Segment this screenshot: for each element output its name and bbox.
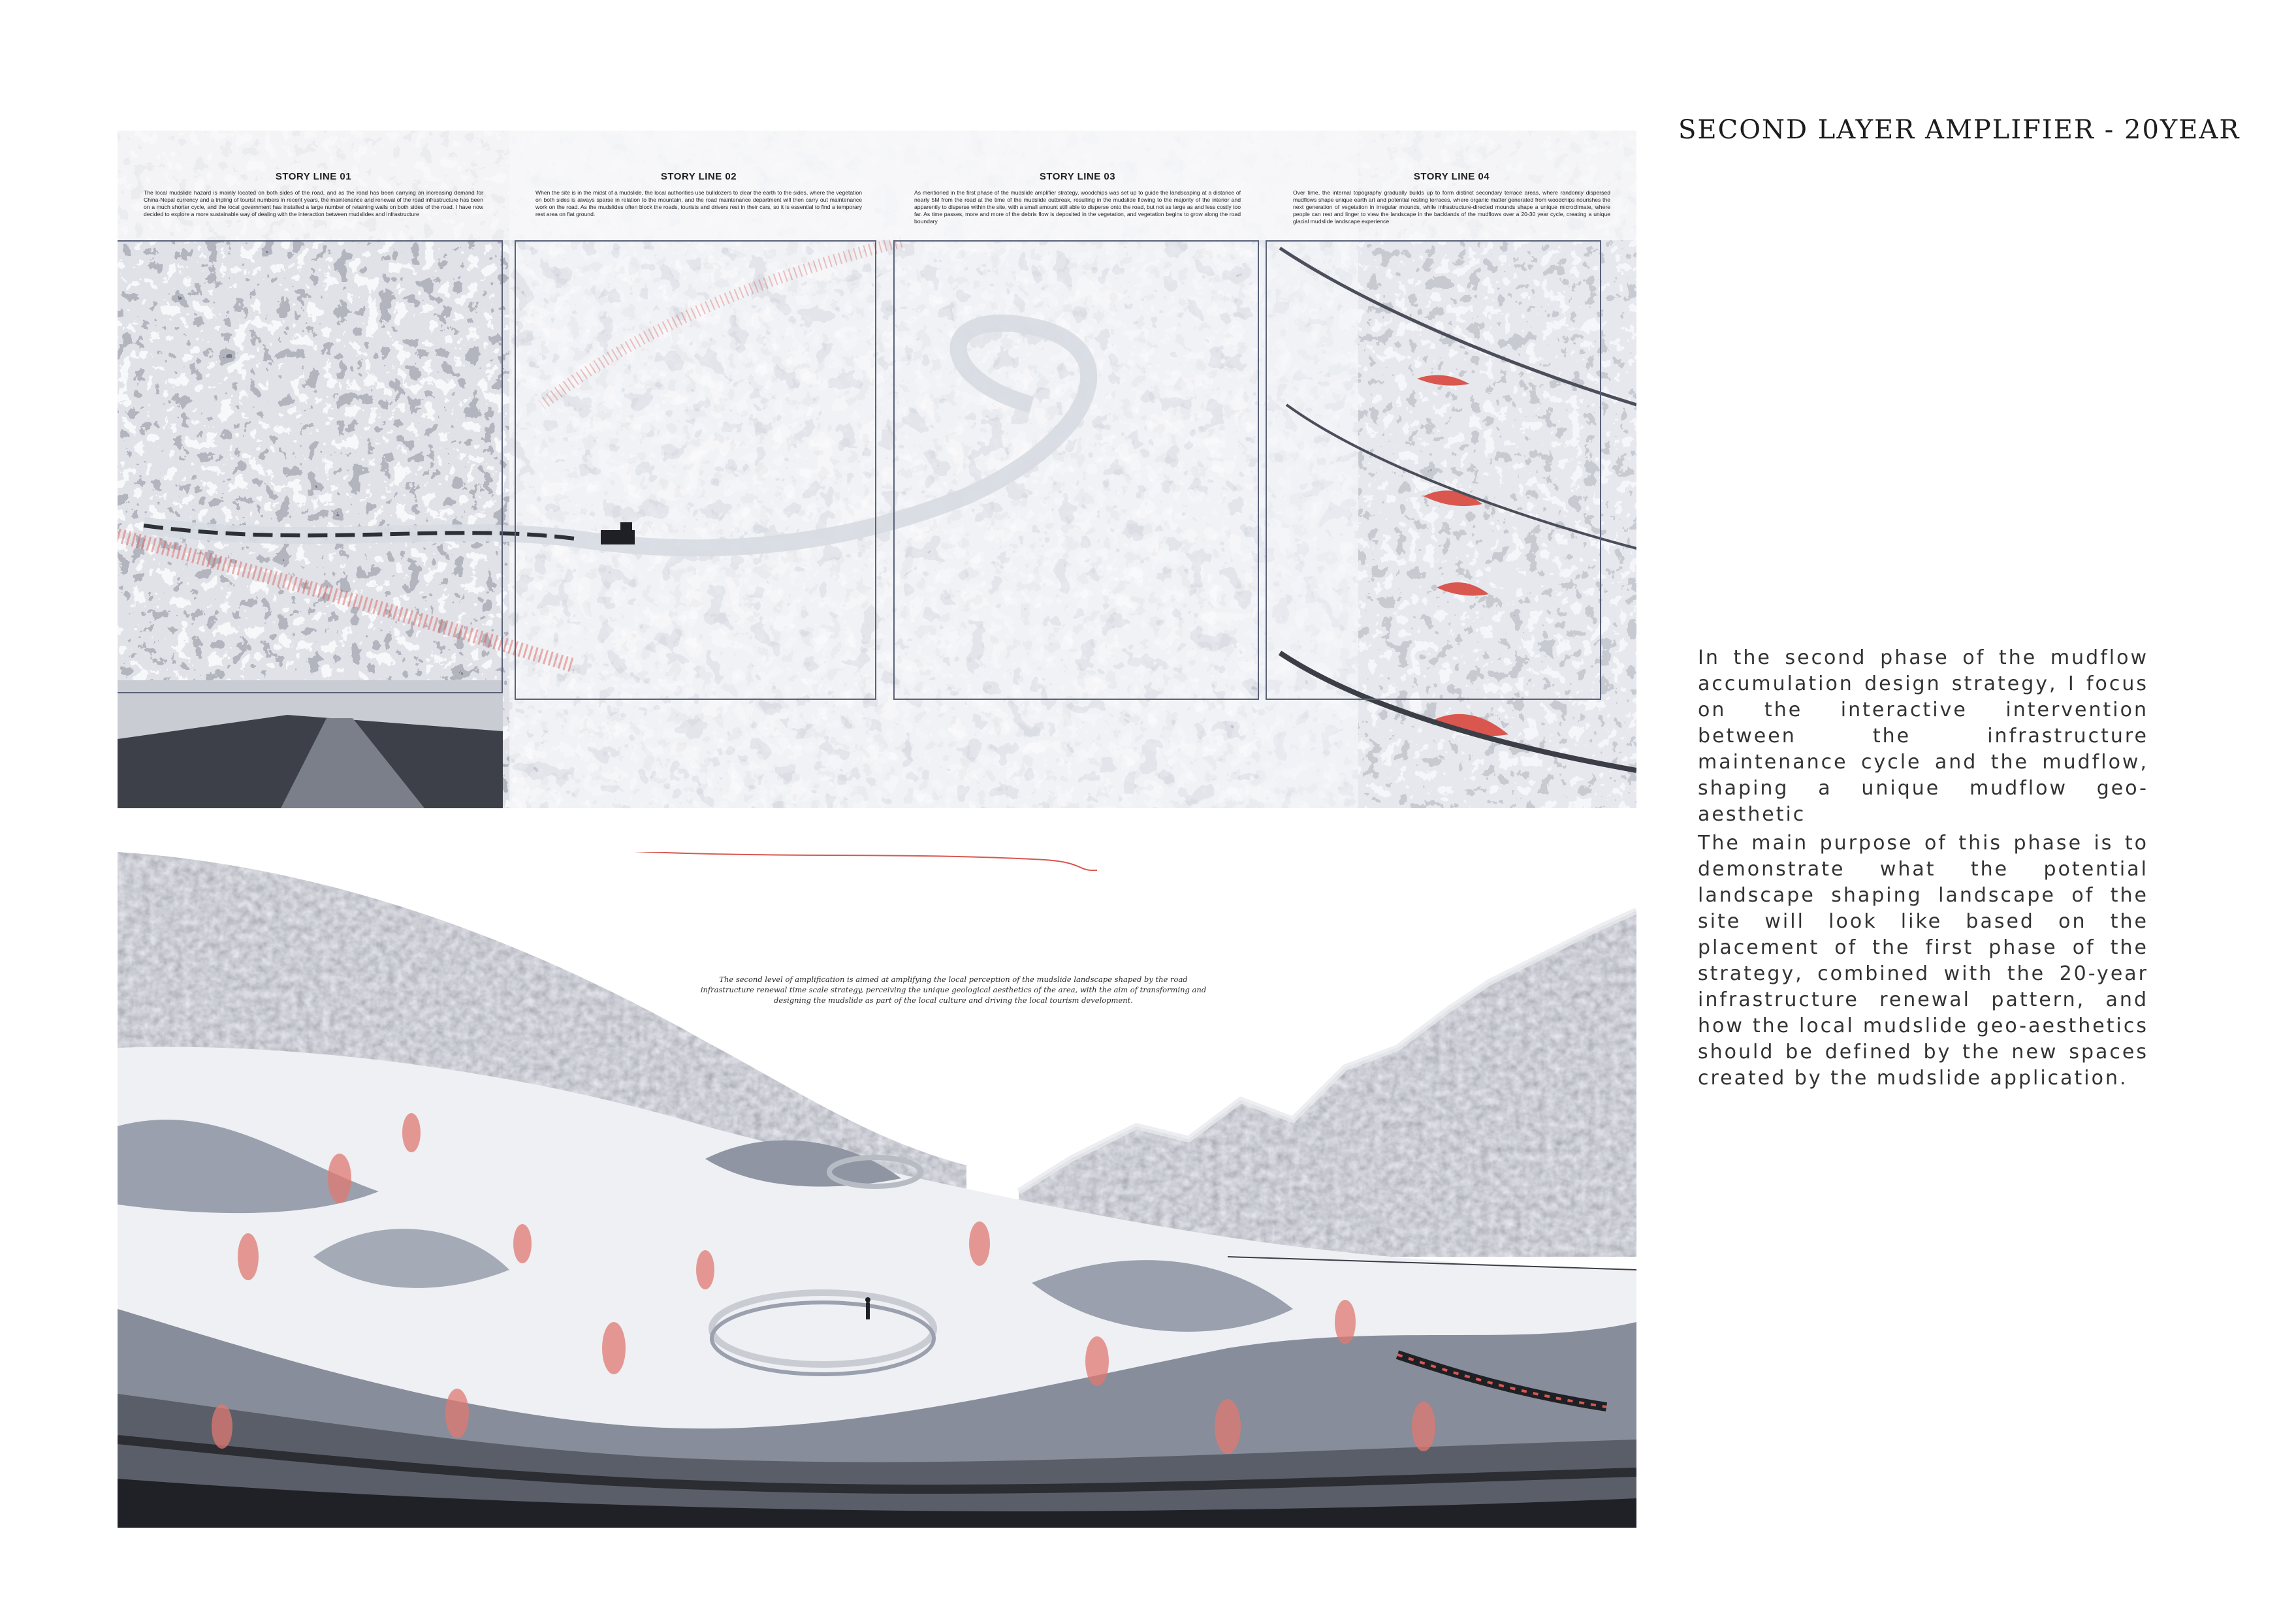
storyline-01-title: STORY LINE 01 [275, 171, 352, 182]
storyline-01 [118, 131, 509, 808]
storyline-04-text: Over time, the internal topography gradually builds up to form distinct secondary terrace areas, where randomly dispersed mudflows shape unique earth art and potential resting terraces, where organic matter generated from woodchips nourishes the next generation of vegetation in irregular mounds, while infrastructure-directed mounds shape a unique microclimate, where people can rest and linger to view the landscape in the backlands of the mudflows over a 20-30 year cycle, creating a unique glacial mudslide landscape experience [1293, 189, 1610, 225]
storyline-02 [509, 131, 888, 808]
storyline-02-title: STORY LINE 02 [660, 171, 737, 182]
storyline-03-title: STORY LINE 03 [1039, 171, 1116, 182]
storyline-02-header [509, 131, 888, 240]
description-paragraph-2: The main purpose of this phase is to demonstrate what the potential landscape shaping landscape of the site will look like based on the placement of the first phase of the strategy, combined with the 20-year infrastructure renewal pattern, and how the local mudslide geo-aesthetics should be defined by the new spaces created by the mudslide application. [1698, 832, 2148, 1090]
storyline-04-title: STORY LINE 04 [1413, 171, 1490, 182]
storyline-03-text: As mentioned in the first phase of the mudslide amplifier strategy, woodchips was set up to guide the landscaping at a distance of nearly 5M from the road at the time of the mudslide outbreak, resulting in the mudslide flowing to the majority of the interior and apparently to disperse within the site, with a small amount still able to disperse onto the road, but not as large as and less costly too far. As time passes, more and more of the debris flow is deposited in the vegetation, and vegetation begins to grow along the road boundary [914, 189, 1241, 225]
storyline-01-text: The local mudslide hazard is mainly located on both sides of the road, and as the road has been carrying an increasing demand for China-Nepal currency and a tripling of tourist numbers in recent years, the maintenance and renewal of the road infrastructure has been on a much shorter cycle, and the local government has installed a large number of retaining walls on both sides of the road. I have now decided to explore a more sustainable way of dealing with the interaction between mudslides and infrastructure [144, 189, 483, 217]
perspective-render [118, 852, 1636, 1528]
storyline-collage [118, 131, 1636, 808]
sheet-title: SECOND LAYER AMPLIFIER - 20YEAR [1678, 115, 2240, 145]
storyline-04 [1267, 131, 1636, 808]
description-paragraph-1: In the second phase of the mudflow accumulation design strategy, I focus on the interactive intervention between the infrastructure maintenance cycle and the mudflow, shaping a unique mudflow geo-aesthetic [1698, 646, 2148, 826]
storyline-03 [888, 131, 1267, 808]
storyline-01-header [118, 131, 509, 240]
render-caption: The second level of amplification is aimed at amplifying the local perception of the mudslide landscape shaped by the road infrastructure renewal time scale strategy, perceiving the unique geological aesthetics of the area, with the aim of transforming and designing the mudslide as part of the local culture and driving the local tourism development. [700, 975, 1207, 1005]
storyline-02-text: When the site is in the midst of a mudslide, the local authorities use bulldozers to clear the earth to the sides, where the vegetation on both sides is always sparse in relation to the mountain, and the road maintenance department will then carry out maintenance work on the road. As the mudslides often block the roads, tourists and drivers rest in their cars, so it is essential to find a temporary rest area on flat ground. [535, 189, 862, 217]
landscape-perspective-image [118, 852, 1636, 1528]
